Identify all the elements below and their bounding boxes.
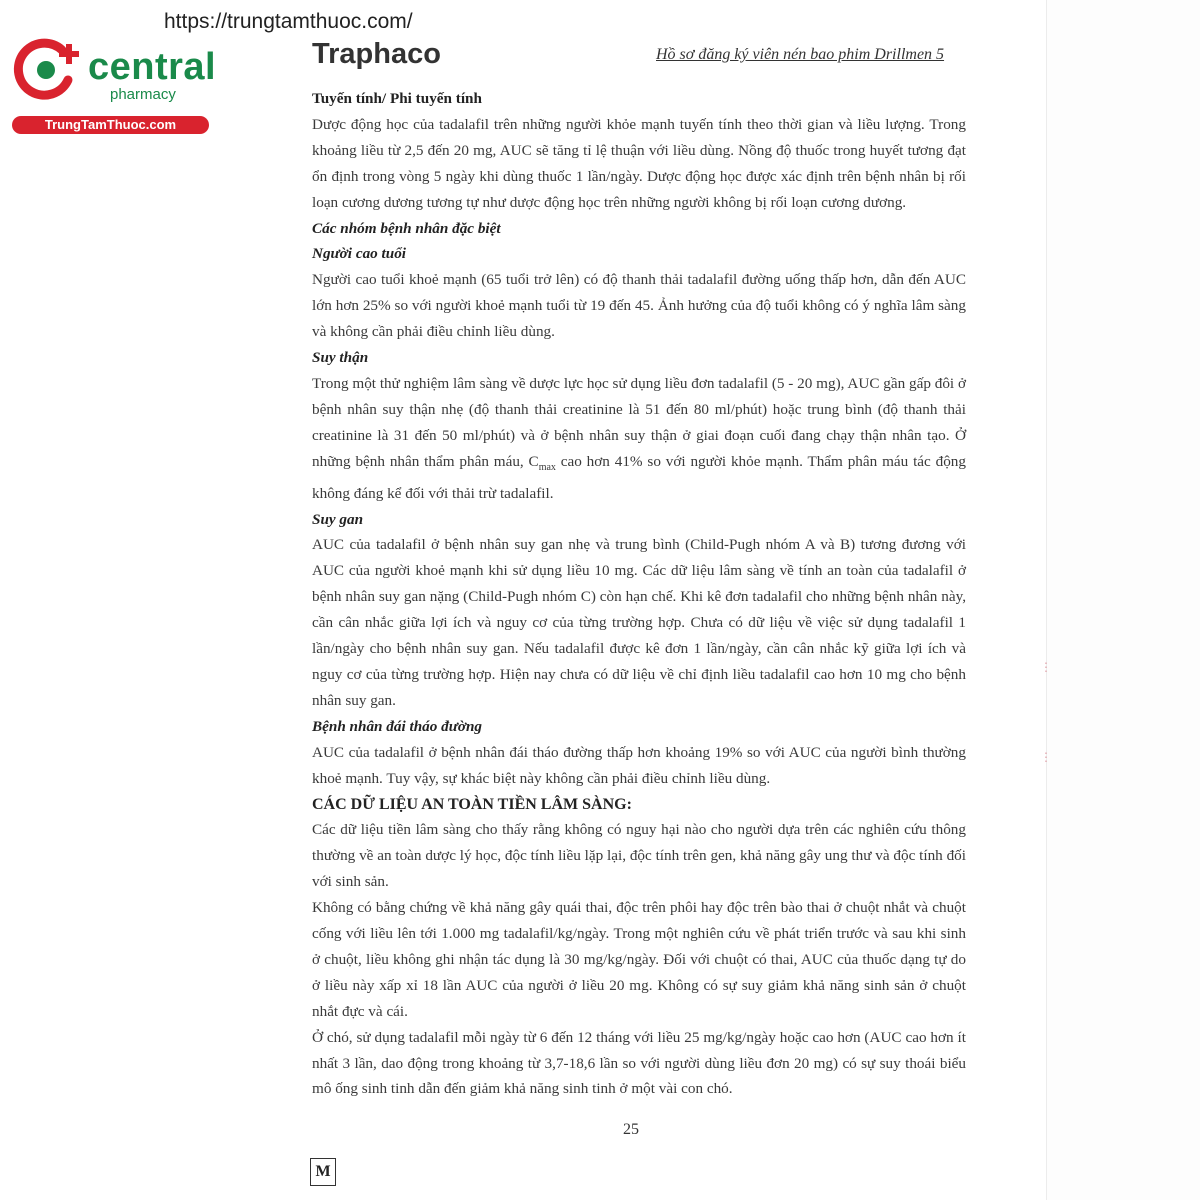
document-header: Hồ sơ đăng ký viên nén bao phim Drillmen 5 [656,46,945,63]
logo-banner: TrungTamThuoc.com [12,116,209,134]
subheading-diabetes: Bệnh nhân đái tháo đường [312,717,483,735]
margin-mark: ⋮ [1040,750,1052,764]
watermark-url: https://trungtamthuoc.com/ [164,10,413,33]
paragraph-linear: Dược động học của tadalafil trên những người khỏe mạnh tuyến tính theo thời gian và liều lượng. Trong khoảng liều từ 2,5 đến 20 mg, AUC sẽ tăng tỉ lệ thuận với liều dùng. Nồng độ thuốc trong huyết tương đạt ổn định trong vòng 5 ngày khi dùng thuốc 1 lần/ngày. Dược động học được xác định trên bệnh nhân bị rối loạn cương dương tương tự như dược động học trên những người không bị rối loạn cương dương. [312,115,966,211]
paragraph-elderly: Người cao tuổi khoẻ mạnh (65 tuổi trở lên) có độ thanh thải tadalafil đường uống thấp hơn, dẫn đến AUC lớn hơn 25% so với người khoẻ mạnh tuổi từ 19 đến 45. Ảnh hưởng của độ tuổi không có ý nghĩa lâm sàng và không cần phải điều chỉnh liều dùng. [312,271,966,341]
paragraph-hepatic: AUC của tadalafil ở bệnh nhân suy gan nhẹ và trung bình (Child-Pugh nhóm A và B) tương đương với AUC của người khoẻ mạnh khi sử dụng liều 10 mg. Các dữ liệu lâm sàng về tính an toàn của tadalafil ở bệnh nhân suy gan nặng (Child-Pugh nhóm C) còn hạn chế. Khi kê đơn tadalafil cho những bệnh nhân này, cần cân nhắc giữa lợi ích và nguy cơ của từng trường hợp. Chưa có dữ liệu về việc sử dụng tadalafil 1 lần/ngày cho bệnh nhân suy gan. Nếu tadalafil được kê đơn 1 lần/ngày, cần cân nhắc kỹ giữa lợi ích và nguy cơ của từng trường hợp. Hiện nay chưa có dữ liệu về chỉ định liều tadalafil cao hơn 10 mg cho bệnh nhân suy gan. [312,536,966,709]
margin-mark: ⋮ [1040,660,1052,674]
paragraph-preclinical-2: Không có bằng chứng về khả năng gây quái thai, độc trên phôi hay độc trên bào thai ở chuột nhắt và chuột cống với liều lên tới 1.000 mg tadalafil/kg/ngày. Trong một nghiên cứu về phát triển trước và sau khi sinh ở chuột, liều không ghi nhận tác dụng là 30 mg/kg/ngày. Đối với chuột có thai, AUC của thuốc dạng tự do ở liều này xấp xỉ 18 lần AUC của người ở liều 20 mg. Không có sự suy giảm khả năng sinh sản ở chuột nhắt đực và cái. [312,899,966,1020]
page-number: 25 [623,1121,639,1138]
subheading-hepatic: Suy gan [312,510,364,528]
paragraph-renal [312,371,966,507]
section-heading-special: Các nhóm bệnh nhân đặc biệt [312,219,501,237]
paragraph-diabetes: AUC của tadalafil ở bệnh nhân đái tháo đường thấp hơn khoảng 19% so với AUC của người bình thường khoẻ mạnh. Tuy vậy, sự khác biệt này không cần phải điều chỉnh liều dùng. [312,743,966,787]
paragraph-renal-part-a: Trong một thử nghiệm lâm sàng về dược lực học sử dụng liều đơn tadalafil (5 - 20 mg), AUC gần gấp đôi ở bệnh nhân suy thận nhẹ (độ thanh thải creatinine là 51 đến 80 ml/phút) hoặc trung bình (độ thanh thải creatinine là 31 đến 50 ml/phút) và ở bệnh nhân suy thận ở giai đoạn cuối đang chạy thận nhân tạo. Ở những bệnh nhân thẩm phân máu, C [312,374,966,470]
brand-logo: Traphaco [312,38,441,70]
document-body [312,86,966,1102]
subheading-elderly: Người cao tuổi [312,245,407,263]
section-heading-linear: Tuyến tính/ Phi tuyến tính [312,90,482,107]
section-heading-preclinical: CÁC DỮ LIỆU AN TOÀN TIỀN LÂM SÀNG: [312,795,632,813]
paragraph-renal-part-b: cao hơn 41% so với người khỏe mạnh. Thẩm phân máu tác động không đáng kể đối với thải trừ tadalafil. [312,452,966,502]
page-mark-box: M [310,1158,336,1186]
paragraph-preclinical-3: Ở chó, sử dụng tadalafil mỗi ngày từ 6 đến 12 tháng với liều 25 mg/kg/ngày hoặc cao hơn (AUC cao hơn ít nhất 3 lần, dao động trong khoảng từ 3,7-18,6 lần so với người dùng liều đơn 20 mg) có sự suy thoái biểu mô ống sinh tinh dẫn đến giảm khả năng sinh tinh ở một vài con chó. [312,1028,966,1098]
logo-subtitle: pharmacy [110,86,176,103]
logo-name: central [88,46,217,88]
paragraph-preclinical-1: Các dữ liệu tiền lâm sàng cho thấy rằng không có nguy hại nào cho người dựa trên các nghiên cứu thông thường về an toàn dược lý học, độc tính liều lặp lại, độc tính trên gen, khả năng gây ung thư và độc tính đối với sinh sản. [312,821,966,891]
cmax-subscript: max [538,461,556,473]
page-edge [1046,0,1200,1200]
subheading-renal: Suy thận [312,349,369,367]
